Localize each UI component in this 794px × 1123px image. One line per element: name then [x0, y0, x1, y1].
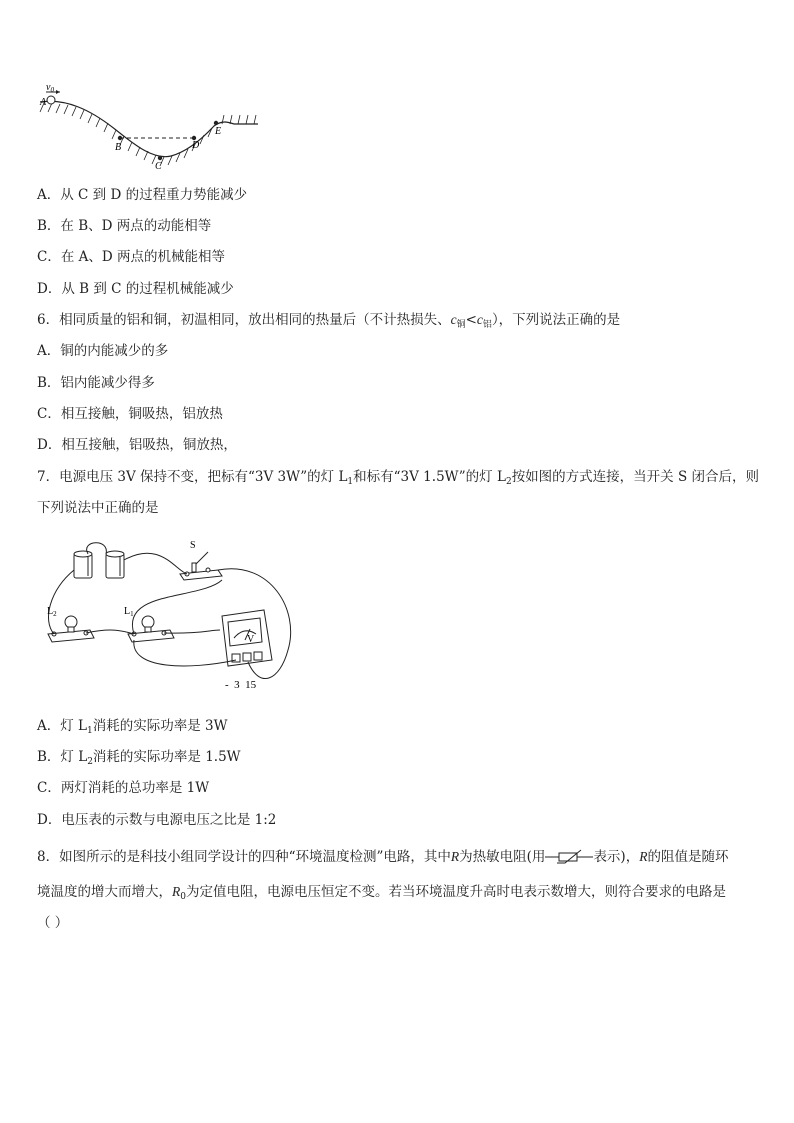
lamp-l1-label: $L_1$: [124, 606, 134, 618]
voltmeter-label: V: [247, 634, 255, 645]
q7-option-a: A．灯 $L_1$消耗的实际功率是 3W: [37, 718, 228, 736]
q8-answer-paren: （ ）: [37, 915, 69, 931]
q5-option-a: A．从 C 到 D 的过程重力势能减少: [37, 187, 248, 203]
track-figure: [36, 80, 276, 170]
ball: [47, 96, 55, 104]
wire: [134, 640, 236, 666]
q7-option-c: C．两灯消耗的总功率是 1W: [37, 780, 210, 796]
track-surface: [40, 101, 234, 156]
label-A: A: [40, 97, 47, 108]
q5-option-b: B．在 B、D 两点的动能相等: [37, 218, 212, 234]
q7-option-d: D．电压表的示数与电源电压之比是 1:2: [37, 812, 277, 828]
battery-right: [106, 551, 124, 578]
q8-stem-line1: 8．如图所示的是科技小组同学设计的四种“环境温度检测”电路，其中R为热敏电阻(用 表示)，R的阻值是随环: [37, 849, 729, 865]
label-E: E: [215, 126, 222, 137]
wire: [124, 553, 187, 574]
q6-option-b: B．铝内能减少得多: [37, 375, 155, 391]
battery-left: [74, 551, 92, 578]
circuit-figure: [40, 530, 310, 700]
hatch-marks: [40, 103, 256, 166]
q6-option-a: A．铜的内能减少的多: [37, 343, 169, 359]
voltmeter-terminals: - 3 15: [225, 679, 257, 691]
q8-stem-line2: 境温度的增大而增大，$R_0$为定值电阻，电源电压恒定不变。若当环境温度升高时电表示数增大，则符合要求的电路是: [37, 884, 726, 902]
q5-option-c: C．在 A、D 两点的机械能相等: [37, 249, 225, 265]
lamp-l2-label: $L_2$: [47, 606, 57, 618]
label-C: C: [155, 161, 162, 170]
q6-option-d: D．相互接触，铝吸热，铜放热，: [37, 437, 237, 453]
wire: [164, 630, 220, 633]
q7-option-b: B．灯 $L_2$消耗的实际功率是 1.5W: [37, 749, 241, 767]
q7-stem-line1: 7．电源电压 3V 保持不变，把标有“3V 3W”的灯 $L_1$和标有“3V 1.5W”的灯 $L_2$按如图的方式连接，当开关 S 闭合后，则: [37, 469, 760, 487]
label-B: B: [115, 142, 122, 153]
lamp-l1: [128, 616, 174, 642]
q7-stem-line2: 下列说法中正确的是: [37, 500, 159, 516]
q6-option-c: C．相互接触，铜吸热，铝放热: [37, 406, 223, 422]
switch: [180, 552, 222, 580]
q5-option-d: D．从 B 到 C 的过程机械能减少: [37, 281, 234, 297]
thermistor-icon: [545, 848, 593, 864]
label-v0: $v_0$: [46, 82, 54, 94]
q6-stem: 6．相同质量的铝和铜，初温相同，放出相同的热量后（不计热损失、$c_铜<c_铝$），下列说法正确的是: [37, 312, 621, 330]
label-D: D: [192, 140, 200, 151]
switch-label: S: [190, 540, 196, 551]
wire: [86, 630, 134, 634]
lamp-l2: [48, 616, 94, 642]
